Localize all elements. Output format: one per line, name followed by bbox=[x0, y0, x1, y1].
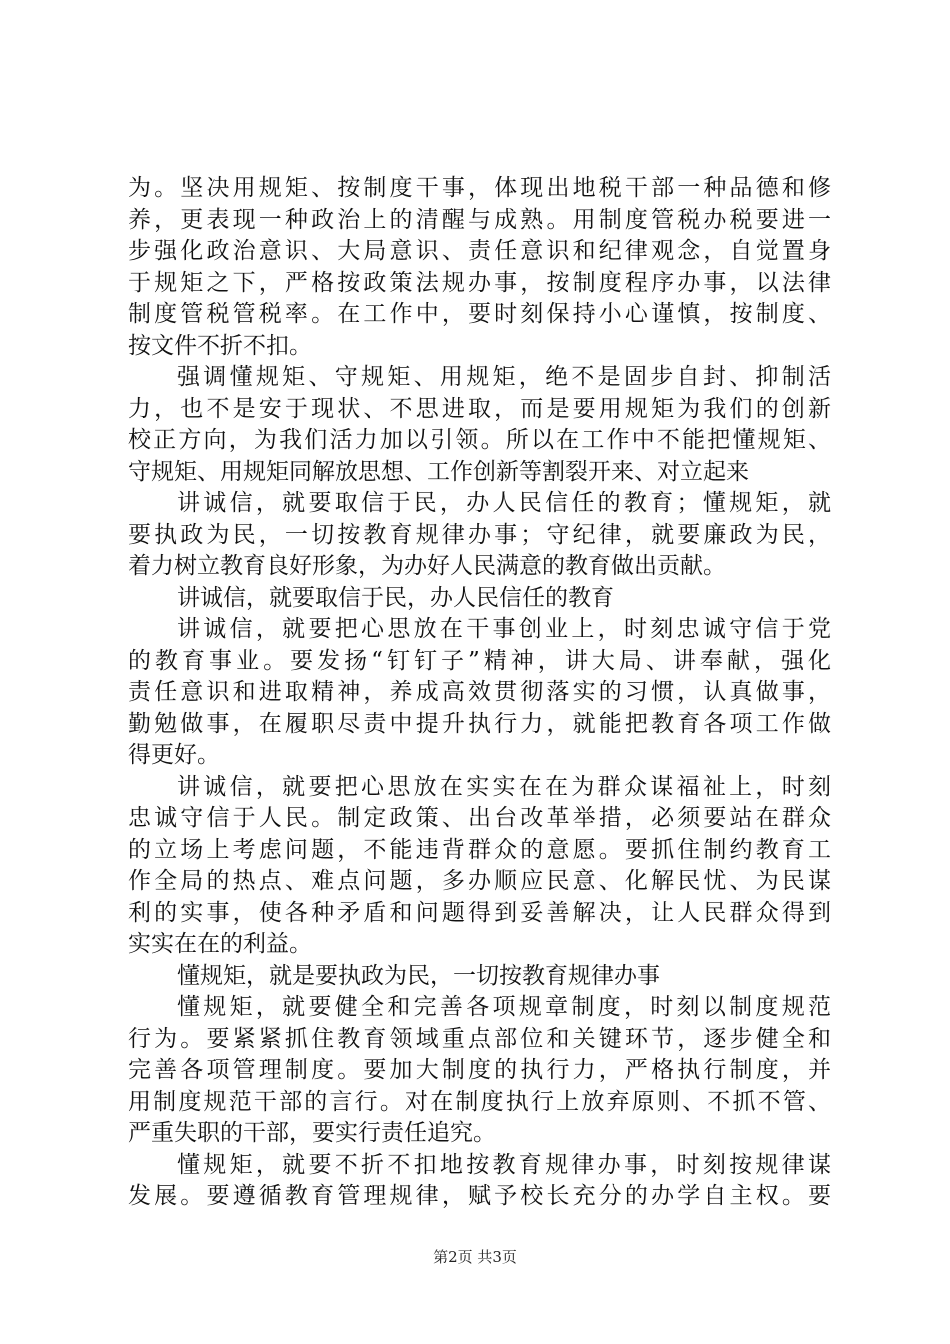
text-line: 得更好。 bbox=[128, 742, 220, 768]
text-line: 步强化政治意识、大局意识、责任意识和纪律观念，自觉置身 bbox=[128, 238, 831, 264]
text-line: 用制度规范干部的言行。对在制度执行上放弃原则、不抓不管、 bbox=[128, 1088, 831, 1115]
text-line: 作全局的热点、难点问题，多办顺应民意、化解民忧、为民谋 bbox=[128, 868, 831, 894]
text-line: 守规矩、用规矩同解放思想、工作创新等割裂开来、对立起来 bbox=[128, 458, 749, 485]
text-line: 着力树立教育良好形象，为办好人民满意的教育做出贡献。 bbox=[128, 553, 726, 579]
page-number-label: 第2页 共3页 bbox=[433, 1248, 517, 1266]
text-line: 利的实事，使各种矛盾和问题得到妥善解决，让人民群众得到 bbox=[128, 899, 831, 926]
text-line: 严重失职的干部，要实行责任追究。 bbox=[128, 1120, 496, 1146]
text-line: 的教育事业。要发扬“钉钉子”精神，讲大局、讲奉献，强化 bbox=[128, 647, 831, 674]
text-line: 为。坚决用规矩、按制度干事，体现出地税干部一种品德和修 bbox=[128, 175, 831, 201]
body-text bbox=[128, 173, 831, 1213]
text-line: 实实在在的利益。 bbox=[128, 931, 312, 957]
section-heading: 讲诚信，就要取信于民，办人民信任的教育 bbox=[177, 584, 614, 611]
text-line: 讲诚信，就要取信于民，办人民信任的教育；懂规矩，就 bbox=[177, 490, 831, 516]
text-line: 的立场上考虑问题，不能违背群众的意愿。要抓住制约教育工 bbox=[128, 836, 831, 863]
text-line: 完善各项管理制度。要加大制度的执行力，严格执行制度，并 bbox=[128, 1057, 831, 1083]
text-line: 行为。要紧紧抓住教育领域重点部位和关键环节，逐步健全和 bbox=[128, 1025, 831, 1052]
text-line: 讲诚信，就要把心思放在实实在在为群众谋福祉上，时刻 bbox=[177, 773, 831, 800]
page-footer bbox=[0, 1246, 950, 1267]
text-line: 讲诚信，就要把心思放在干事创业上，时刻忠诚守信于党 bbox=[177, 616, 831, 642]
text-line: 责任意识和进取精神，养成高效贯彻落实的习惯，认真做事， bbox=[128, 679, 831, 705]
text-line: 按文件不折不扣。 bbox=[128, 332, 312, 359]
text-line: 强调懂规矩、守规矩、用规矩，绝不是固步自封、抑制活 bbox=[177, 364, 831, 390]
text-line: 要执政为民，一切按教育规律办事；守纪律，就要廉政为民， bbox=[128, 521, 831, 548]
text-line: 养，更表现一种政治上的清醒与成熟。用制度管税办税要进一 bbox=[128, 206, 831, 233]
text-line: 力，也不是安于现状、不思进取，而是要用规矩为我们的创新 bbox=[128, 395, 831, 422]
text-line: 制度管税管税率。在工作中，要时刻保持小心谨慎，按制度、 bbox=[128, 301, 831, 327]
text-line: 懂规矩，就要不折不扣地按教育规律办事，时刻按规律谋 bbox=[177, 1151, 831, 1178]
text-line: 发展。要遵循教育管理规律，赋予校长充分的办学自主权。要 bbox=[128, 1183, 831, 1209]
text-line: 校正方向，为我们活力加以引领。所以在工作中不能把懂规矩、 bbox=[128, 427, 831, 453]
text-line: 懂规矩，就要健全和完善各项规章制度，时刻以制度规范 bbox=[177, 994, 831, 1020]
section-heading: 懂规矩，就是要执政为民，一切按教育规律办事 bbox=[177, 962, 660, 989]
text-line: 勤勉做事，在履职尽责中提升执行力，就能把教育各项工作做 bbox=[128, 710, 831, 737]
text-line: 于规矩之下，严格按政策法规办事，按制度程序办事，以法律 bbox=[128, 269, 831, 296]
text-line: 忠诚守信于人民。制定政策、出台改革举措，必须要站在群众 bbox=[128, 805, 831, 831]
